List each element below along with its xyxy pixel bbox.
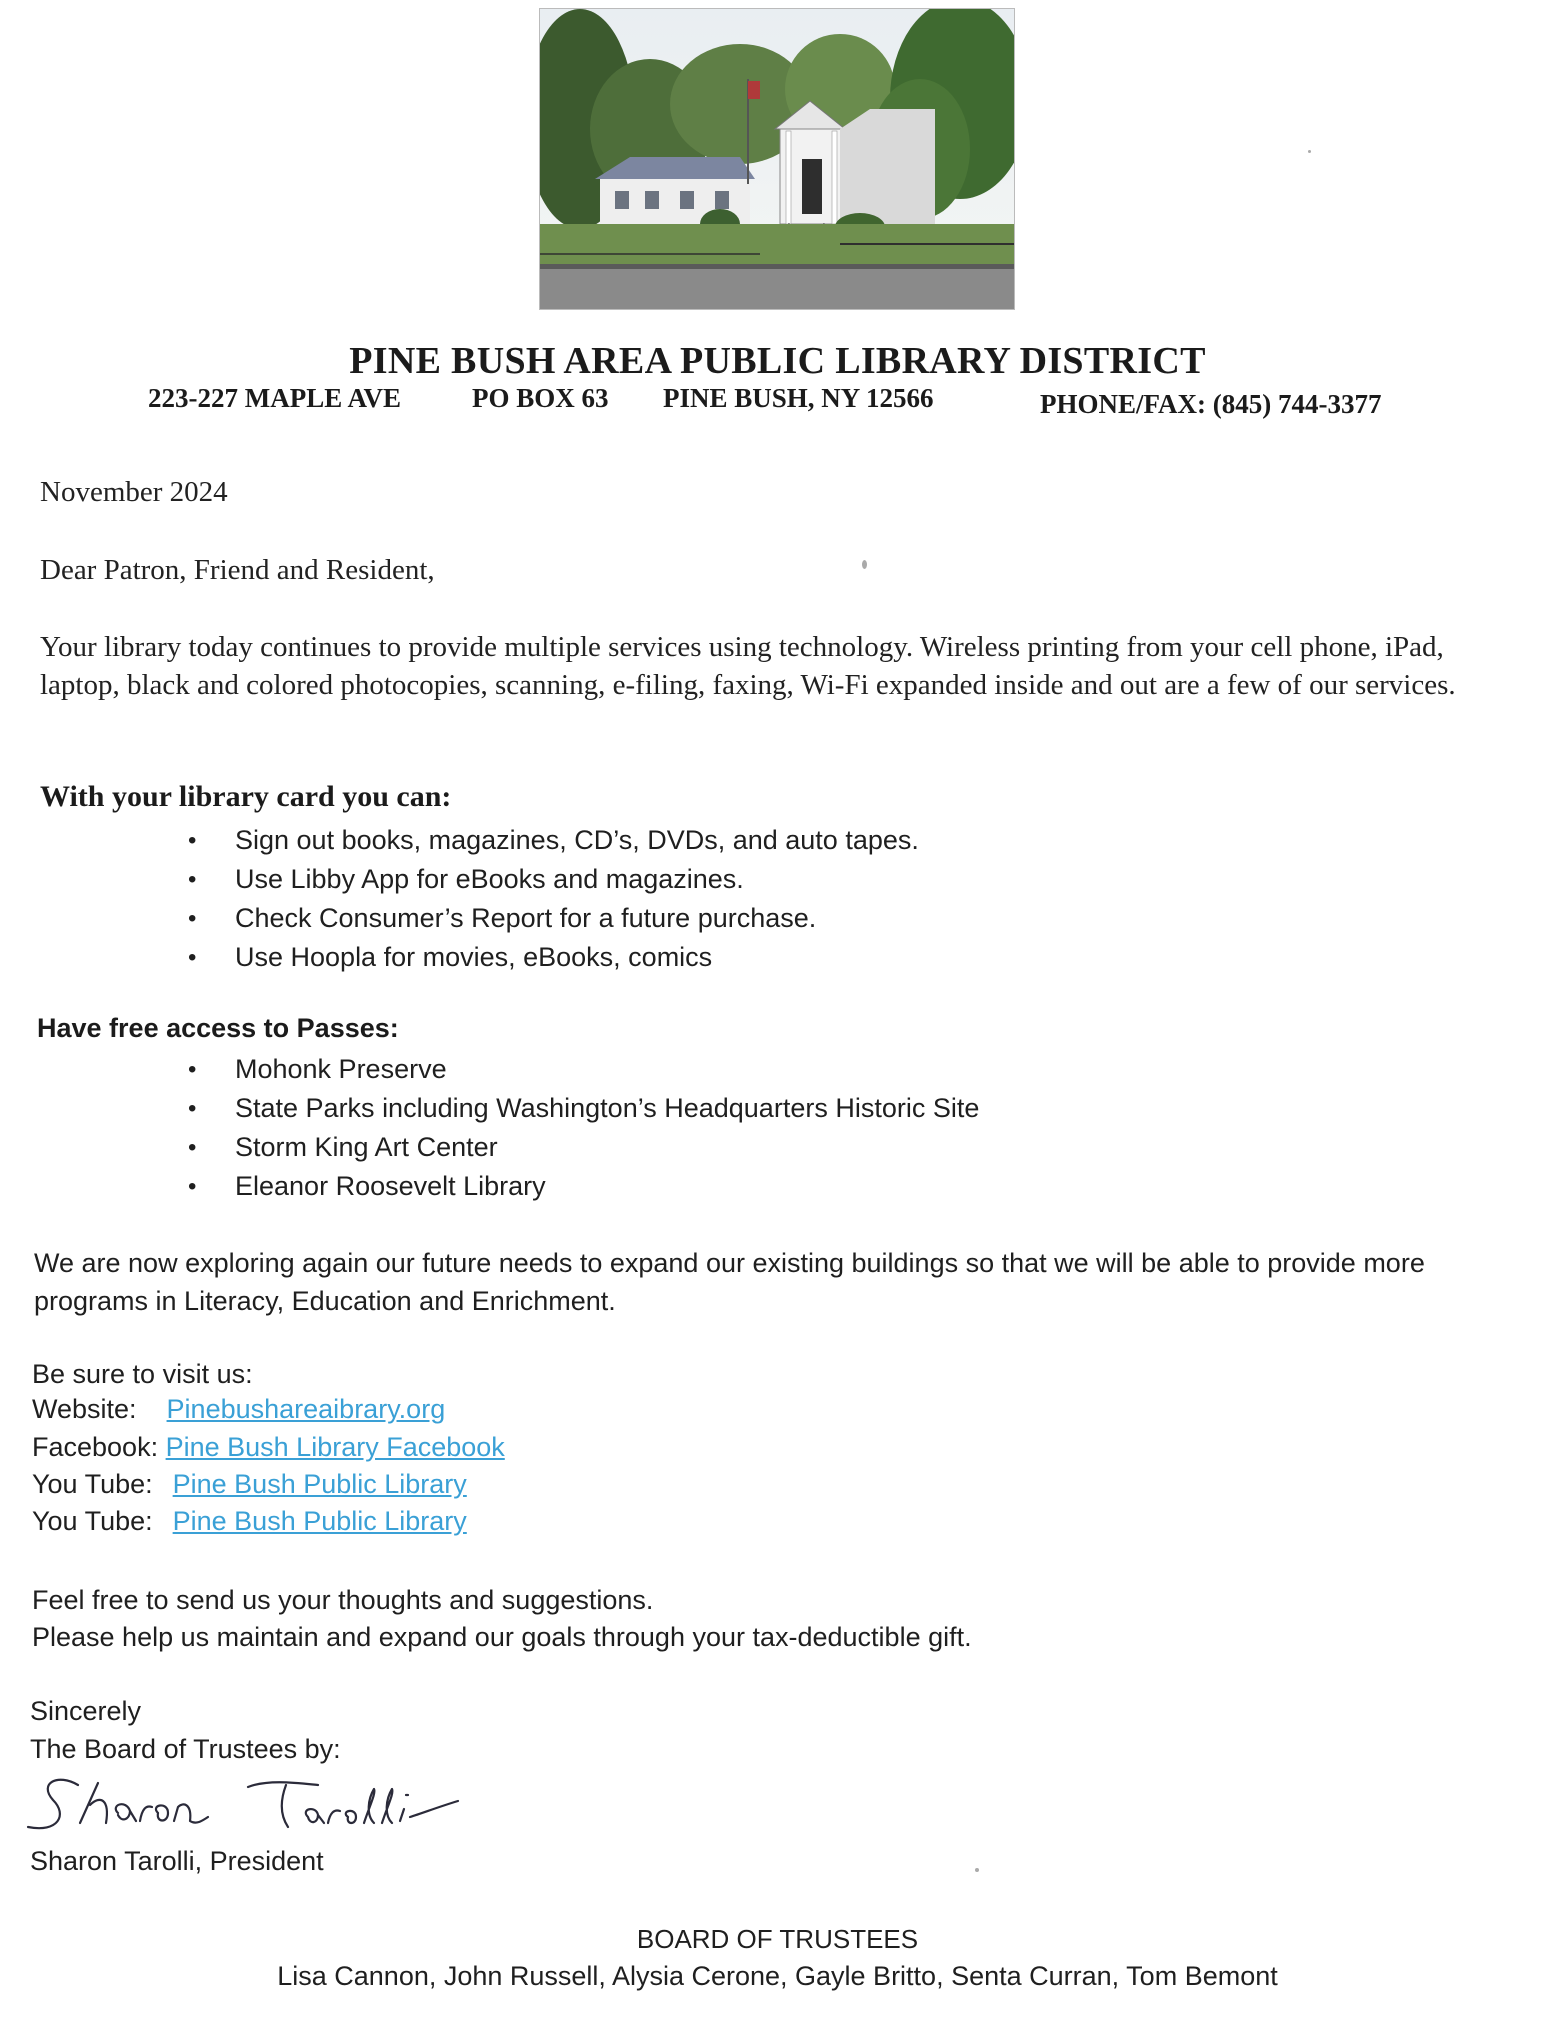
list-item	[188, 899, 919, 938]
board-members: Lisa Cannon, John Russell, Alysia Cerone, Gayle Britto, Senta Curran, Tom Bemont	[277, 1961, 1278, 1991]
list-item-text: Use Hoopla for movies, eBooks, comics	[235, 942, 713, 972]
list-item-text: Sign out books, magazines, CD’s, DVDs, and auto tapes.	[235, 825, 919, 855]
youtube-link[interactable]: Pine Bush Public Library	[172, 1469, 467, 1499]
facebook-row	[32, 1432, 505, 1463]
list-item-text: Eleanor Roosevelt Library	[235, 1171, 546, 1201]
website-label: Website:	[32, 1394, 137, 1424]
youtube-row	[32, 1469, 467, 1500]
gift-line: Please help us maintain and expand our goals through your tax-deductible gift.	[32, 1622, 972, 1652]
card-benefits-list	[188, 821, 919, 977]
scan-speck	[1308, 150, 1311, 153]
card-benefits-heading: With your library card you can:	[40, 780, 452, 813]
bullet-icon: •	[188, 827, 197, 854]
list-item	[188, 1089, 979, 1128]
passes-heading: Have free access to Passes:	[37, 1013, 399, 1043]
website-row	[32, 1394, 445, 1425]
organization-name: PINE BUSH AREA PUBLIC LIBRARY DISTRICT	[349, 340, 1206, 382]
youtube-label: You Tube:	[32, 1506, 153, 1536]
address-street: 223-227 MAPLE AVE	[148, 383, 402, 413]
youtube-label: You Tube:	[32, 1469, 153, 1499]
library-photo	[539, 8, 1015, 310]
list-item	[188, 860, 919, 899]
website-link[interactable]: Pinebushareaibrary.org	[166, 1394, 446, 1424]
youtube-row	[32, 1506, 467, 1537]
list-item-text: Use Libby App for eBooks and magazines.	[235, 864, 744, 894]
board-heading: BOARD OF TRUSTEES	[636, 1924, 919, 1954]
list-item	[188, 1128, 979, 1167]
list-item-text: Storm King Art Center	[235, 1132, 498, 1162]
list-item	[188, 1167, 979, 1206]
address-city: PINE BUSH, NY 12566	[663, 383, 934, 413]
list-item-text: Check Consumer’s Report for a future purchase.	[235, 903, 817, 933]
intro-paragraph: Your library today continues to provide multiple services using technology. Wireless printing from your cell phone, iPad, laptop, black and colored photocopies, scanning, e-filing, faxing, Wi-Fi expanded inside and out are a few of our services.	[40, 631, 1456, 702]
youtube-link[interactable]: Pine Bush Public Library	[172, 1506, 467, 1536]
list-item-text: Mohonk Preserve	[235, 1054, 447, 1084]
address-po-box: PO BOX 63	[472, 383, 609, 413]
bullet-icon: •	[188, 905, 197, 932]
bullet-icon: •	[188, 1173, 197, 1200]
bullet-icon: •	[188, 866, 197, 893]
visit-heading: Be sure to visit us:	[32, 1359, 253, 1389]
scan-speck	[975, 1868, 979, 1872]
facebook-label: Facebook:	[32, 1432, 159, 1462]
letter-greeting: Dear Patron, Friend and Resident,	[40, 554, 435, 586]
bullet-icon: •	[188, 1134, 197, 1161]
list-item-text: State Parks including Washington’s Headquarters Historic Site	[235, 1093, 980, 1123]
passes-list	[188, 1050, 979, 1206]
list-item	[188, 938, 919, 977]
thoughts-line: Feel free to send us your thoughts and suggestions.	[32, 1585, 654, 1615]
phone-fax: PHONE/FAX: (845) 744-3377	[1040, 389, 1382, 419]
letter-date: November 2024	[40, 476, 228, 508]
facebook-link[interactable]: Pine Bush Library Facebook	[165, 1432, 505, 1462]
board-by-line: The Board of Trustees by:	[30, 1734, 341, 1764]
bullet-icon: •	[188, 1095, 197, 1122]
closing: Sincerely	[30, 1696, 142, 1726]
bullet-icon: •	[188, 944, 197, 971]
list-item	[188, 1050, 979, 1089]
signature	[18, 1765, 538, 1850]
signer-name-title: Sharon Tarolli, President	[30, 1846, 324, 1876]
bullet-icon: •	[188, 1056, 197, 1083]
expansion-paragraph: We are now exploring again our future needs to expand our existing buildings so that we will be able to provide more programs in Literacy, Education and Enrichment.	[34, 1248, 1425, 1316]
scan-speck	[862, 560, 867, 569]
list-item	[188, 821, 919, 860]
